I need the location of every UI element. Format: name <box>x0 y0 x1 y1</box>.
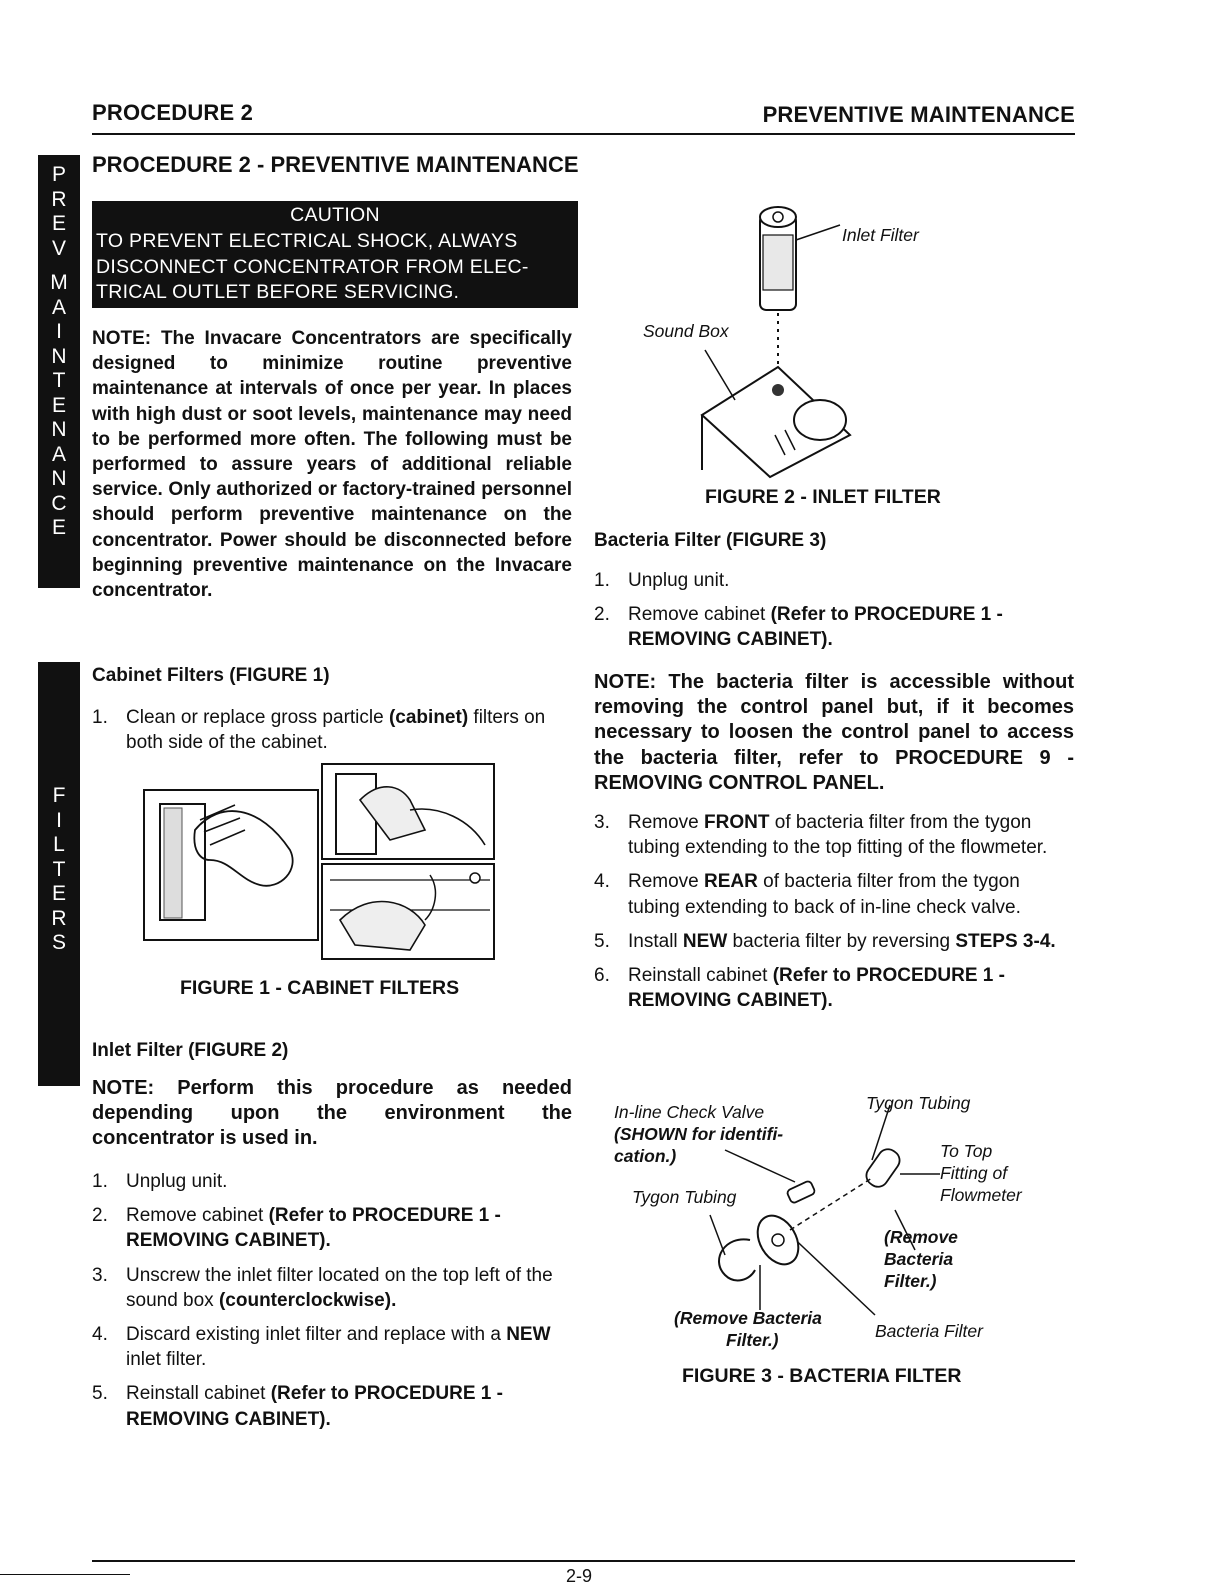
inlet-step-5: 5. Reinstall cabinet (Refer to PROCEDURE 1 - REMOVING CABINET). <box>92 1383 503 1430</box>
side-tab-letter: N <box>51 418 67 441</box>
check-valve-label-2: (SHOWN for identifi- <box>614 1124 784 1144</box>
remove-filter-right-1: (Remove <box>884 1227 958 1247</box>
footer-rule-short <box>0 1574 130 1575</box>
tygon-tubing-top-label: Tygon Tubing <box>866 1093 971 1113</box>
side-tab-letter: R <box>51 906 67 930</box>
remove-filter-bottom-1: (Remove Bacteria <box>674 1308 822 1328</box>
inlet-filter-steps <box>92 1169 574 1441</box>
page-title: PROCEDURE 2 - PREVENTIVE MAINTENANCE <box>92 152 579 177</box>
maintenance-note: NOTE: The Invacare Concentrators are specifically designed to minimize routine preventive maintenance at intervals of once per year. In places with high dust or soot levels, maintenance may need to be performed more often. The following must be performed to assure years of additional reliable service. Only authorized or factory-trained personnel should perform preventive maintenance on the concentrator. Power should be disconnected before beginning preventive maintenance on the Invacare concentrator. <box>92 328 572 602</box>
header-rule <box>92 133 1075 135</box>
header-left: PROCEDURE 2 <box>92 100 254 125</box>
bacteria-step-1: 1. Unplug unit. <box>594 570 730 591</box>
caution-line-2: DISCONNECT CONCENTRATOR FROM ELEC- <box>96 255 529 278</box>
inlet-step-2: 2. Remove cabinet (Refer to PROCEDURE 1 - REMOVING CABINET). <box>92 1205 501 1252</box>
side-tab-letter: E <box>51 212 66 235</box>
step-emphasis: (cabinet) <box>388 707 469 728</box>
side-tab-letter: A <box>51 442 66 466</box>
side-tab-letter: T <box>52 369 66 392</box>
side-tab-letter: T <box>52 857 66 881</box>
remove-filter-right-2: Bacteria <box>884 1249 954 1269</box>
side-tab-letter: N <box>51 467 67 490</box>
inlet-step-3: 3. Unscrew the inlet filter located on the top left of the sound box (counterclockwise). <box>92 1264 553 1311</box>
step-text: Clean or replace gross particle <box>126 707 389 728</box>
bacteria-steps-b <box>594 810 1074 1022</box>
bacteria-step-5: 5. Install NEW bacteria filter by reversing STEPS 3-4. <box>594 930 1056 952</box>
bacteria-filter-heading: Bacteria Filter (FIGURE 3) <box>594 530 827 551</box>
inlet-filter-heading: Inlet Filter (FIGURE 2) <box>92 1040 289 1061</box>
caution-line-3: TRICAL OUTLET BEFORE SERVICING. <box>96 281 460 304</box>
figure-2-caption: FIGURE 2 - INLET FILTER <box>705 486 941 508</box>
side-tab-letter: M <box>50 271 68 294</box>
side-tab-preventive-maintenance <box>38 155 80 588</box>
inlet-filter-note: NOTE: Perform this procedure as needed depending upon the environment the concentrator is used in. <box>92 1077 572 1150</box>
side-tab-letter: E <box>51 393 66 417</box>
side-tab-letter: E <box>51 516 66 539</box>
figure-1-caption: FIGURE 1 - CABINET FILTERS <box>180 977 460 999</box>
side-tab-letter: F <box>52 784 66 807</box>
side-tab-letter: E <box>51 882 66 905</box>
bacteria-filter-label: Bacteria Filter <box>875 1321 983 1341</box>
to-top-label-2: Fitting of <box>940 1163 1008 1183</box>
inlet-filter-label: Inlet Filter <box>842 225 919 245</box>
footer-rule <box>92 1560 1075 1562</box>
remove-filter-right-3: Filter.) <box>884 1271 937 1291</box>
inlet-step-1: 1. Unplug unit. <box>92 1171 228 1192</box>
inlet-step-4: 4. Discard existing inlet filter and replace with a NEW inlet filter. <box>92 1324 551 1371</box>
step-number: 1. <box>92 707 108 728</box>
bacteria-step-6: 6. Reinstall cabinet (Refer to PROCEDURE 1 - REMOVING CABINET). <box>594 965 1005 1012</box>
page-number: 2-9 <box>566 1566 593 1586</box>
bacteria-note: NOTE: The bacteria filter is accessible without removing the control panel but, if it becomes necessary to loosen the control panel to access the bacteria filter, refer to PROCEDURE 9 - REMOVING CONTROL PANEL. <box>594 671 1074 794</box>
check-valve-label-1: In-line Check Valve <box>614 1102 765 1122</box>
sound-box-label: Sound Box <box>643 321 729 341</box>
caution-box <box>92 201 578 308</box>
figure-3-caption: FIGURE 3 - BACTERIA FILTER <box>682 1365 962 1387</box>
caution-heading: CAUTION <box>290 204 380 226</box>
bacteria-step-3: 3. Remove FRONT of bacteria filter from the tygon tubing extending to the top fitting of the flowmeter. <box>594 812 1048 859</box>
side-tab-letter: N <box>51 344 67 368</box>
side-tab-letter: P <box>51 163 66 186</box>
side-tab-letter: I <box>56 320 62 343</box>
check-valve-label-3: cation.) <box>614 1146 677 1166</box>
cabinet-filters-step <box>92 705 574 755</box>
side-tab-letter: A <box>51 295 66 319</box>
to-top-label-1: To Top <box>940 1141 993 1161</box>
bacteria-step-2: 2. Remove cabinet (Refer to PROCEDURE 1 - REMOVING CABINET). <box>594 604 1003 651</box>
cabinet-filters-heading: Cabinet Filters (FIGURE 1) <box>92 665 330 686</box>
tygon-tubing-left-label: Tygon Tubing <box>632 1187 737 1207</box>
step-text-end: filters on both side of the cabinet. <box>126 707 546 754</box>
side-tab-letter: C <box>51 491 67 515</box>
side-tab-letter: S <box>51 931 66 954</box>
remove-filter-bottom-2: Filter.) <box>726 1330 779 1350</box>
side-tab-letter: R <box>51 187 67 211</box>
bacteria-step-4: 4. Remove REAR of bacteria filter from the tygon tubing extending to back of in-line check valve. <box>594 871 1021 918</box>
side-tab-letter: V <box>51 236 66 260</box>
to-top-label-3: Flowmeter <box>940 1185 1022 1205</box>
side-tab-letter: I <box>56 808 62 832</box>
header-right: PREVENTIVE MAINTENANCE <box>762 102 1075 127</box>
side-tab-filters <box>38 662 80 1086</box>
caution-line-1: TO PREVENT ELECTRICAL SHOCK, ALWAYS <box>96 229 518 252</box>
figure-1-illustration <box>140 760 500 965</box>
side-tab-letter: L <box>53 833 65 856</box>
bacteria-steps-a <box>594 568 1074 662</box>
